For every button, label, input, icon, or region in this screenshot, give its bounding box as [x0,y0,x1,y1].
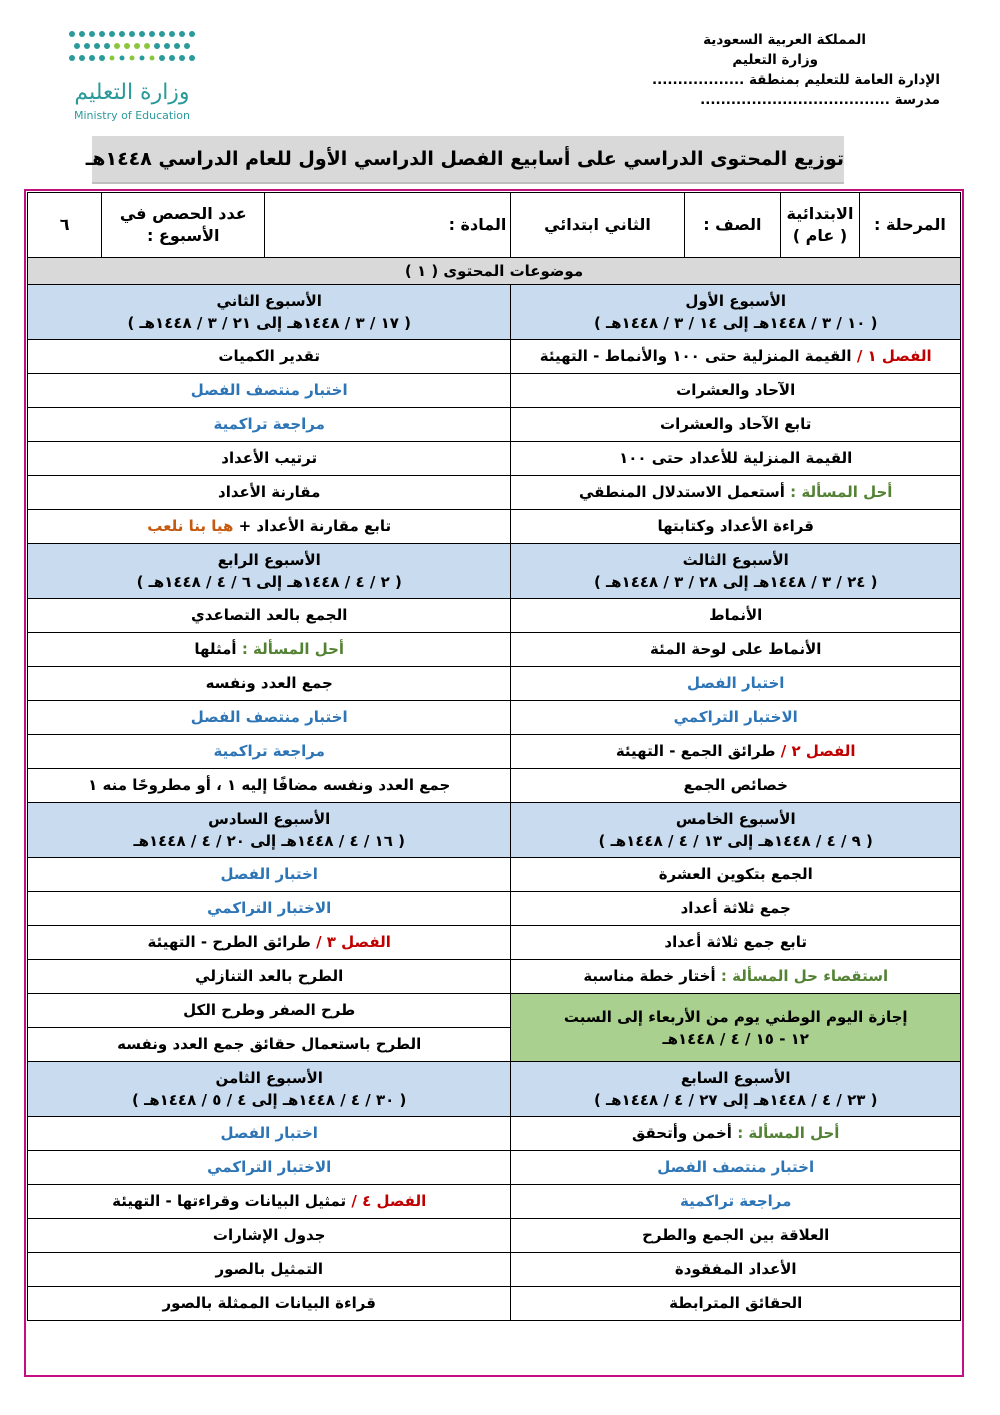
info-row [28,193,961,258]
lesson-cell: اختبار الفصل [28,1117,511,1151]
week-8-header [28,1062,511,1117]
lesson-cell: اختبار الفصل [28,858,511,892]
lesson-text: طرائق الجمع - التهيئة [615,742,776,760]
periods-value: ٦ [28,193,102,258]
table-row [28,1151,961,1185]
week-5-name: الأسبوع الخامس [675,810,796,828]
lesson-cell: جمع ثلاثة أعداد [511,892,961,926]
holiday-title: إجازة اليوم الوطني يوم من الأربعاء إلى السبت [563,1007,908,1026]
holiday-dates: ١٢ - ١٥ / ٤ / ١٤٤٨هـ [662,1029,809,1048]
lesson-cell: اختبار منتصف الفصل [28,701,511,735]
lesson-cell: مقارنة الأعداد [28,476,511,510]
lesson-cell: العلاقة بين الجمع والطرح [511,1219,961,1253]
lesson-cell: مراجعة تراكمية [28,408,511,442]
week-7-header [511,1062,961,1117]
chapter-label: الفصل ٢ / [780,742,856,760]
lesson-cell [28,510,511,544]
week-6-dates: ( ١٦ / ٤ / ١٤٤٨هـ إلى ٢٠ / ٤ / ١٤٤٨هـ [133,832,405,850]
lesson-cell: جمع العدد ونفسه مضافًا إليه ١ ، أو مطروحًا منه ١ [28,769,511,803]
week-4-dates: ( ٢ / ٤ / ١٤٤٨هـ إلى ٦ / ٤ / ١٤٤٨هـ ) [136,573,402,591]
week-1-dates: ( ١٠ / ٣ / ١٤٤٨هـ إلى ١٤ / ٣ / ١٤٤٨هـ ) [593,314,878,332]
lesson-cell: الأنماط على لوحة المئة [511,633,961,667]
lesson-cell: الطرح باستعمال حقائق جمع العدد ونفسه [28,1028,511,1062]
subject-label [265,193,511,258]
lesson-cell: قراءة الأعداد وكتابتها [511,510,961,544]
week-2-dates: ( ١٧ / ٣ / ١٤٤٨هـ إلى ٢١ / ٣ / ١٤٤٨هـ ) [127,314,411,332]
week-1-header [511,285,961,340]
lesson-cell: تقدير الكميات [28,340,511,374]
week-1-name: الأسبوع الأول [685,292,787,310]
lesson-cell: الاختبار التراكمي [28,892,511,926]
lesson-cell: مراجعة تراكمية [28,735,511,769]
lesson-cell [511,476,961,510]
header-ministry: وزارة التعليم [732,52,818,68]
week-header-row [28,803,961,858]
lesson-cell: طرح الصفر وطرح الكل [28,994,511,1028]
week-6-header [28,803,511,858]
stage-value: الابتدائية ( عام ) [781,193,860,258]
lesson-text: القيمة المنزلية حتى ١٠٠ والأنماط - التهيئة [539,347,852,365]
week-4-name: الأسبوع الرابع [217,551,321,569]
week-5-dates: ( ٩ / ٤ / ١٤٤٨هـ إلى ١٣ / ٤ / ١٤٤٨هـ ) [598,832,873,850]
week-header-row [28,285,961,340]
lesson-cell: الأعداد المفقودة [511,1253,961,1287]
week-3-header [511,544,961,599]
lesson-cell: القيمة المنزلية للأعداد حتى ١٠٠ [511,442,961,476]
week-header-row [28,544,961,599]
table-row [28,599,961,633]
national-day-holiday-cell [511,994,961,1062]
week-5-header [511,803,961,858]
table-row [28,1253,961,1287]
lesson-text: أختار خطة مناسبة [583,967,716,985]
lesson-cell [511,340,961,374]
lesson-cell: اختبار منتصف الفصل [511,1151,961,1185]
header-kingdom: المملكة العربية السعودية [703,32,866,48]
week-7-dates: ( ٢٣ / ٤ / ١٤٤٨هـ إلى ٢٧ / ٤ / ١٤٤٨هـ ) [593,1091,878,1109]
lets-play-label: هيا بنا نلعب [147,517,234,535]
lesson-text: أخمن وأتحقق [631,1124,732,1142]
lesson-cell [511,1117,961,1151]
stage-label: المرحلة : [859,193,960,258]
solve-problem-label: أحل المسألة : [790,483,893,501]
chapter-label: الفصل ٤ / [351,1192,427,1210]
page-title: توزيع المحتوى الدراسي على أسابيع الفصل الدراسي الأول للعام الدراسي ١٤٤٨هـ [92,136,844,184]
lesson-text: تمثيل البيانات وقراءتها - التهيئة [112,1192,347,1210]
table-row [28,442,961,476]
lesson-cell [28,633,511,667]
table-row [28,735,961,769]
lesson-cell: خصائص الجمع [511,769,961,803]
lesson-cell [511,960,961,994]
lesson-cell: قراءة البيانات الممثلة بالصور [28,1287,511,1321]
section-header-row [28,258,961,285]
grade-label: الصف : [684,193,781,258]
lesson-cell: الحقائق المترابطة [511,1287,961,1321]
week-2-header [28,285,511,340]
lesson-cell: جمع العدد ونفسه [28,667,511,701]
table-row [28,633,961,667]
chapter-label: الفصل ١ / [856,347,932,365]
week-3-dates: ( ٢٤ / ٣ / ١٤٤٨هـ إلى ٢٨ / ٣ / ١٤٤٨هـ ) [593,573,878,591]
table-row [28,1117,961,1151]
table-row [28,374,961,408]
table-row [28,510,961,544]
table-row [28,858,961,892]
lesson-text: طرائق الطرح - التهيئة [147,933,311,951]
ministry-logo [62,26,212,124]
grade-value: الثاني ابتدائي [511,193,684,258]
lesson-cell [511,735,961,769]
table-row [28,926,961,960]
table-row [28,892,961,926]
section-title: موضوعات المحتوى ( ١ ) [28,258,961,285]
table-row [28,960,961,994]
solve-problem-inquiry-label: استقصاء حل المسألة : [720,967,889,985]
lesson-cell: اختبار منتصف الفصل [28,374,511,408]
week-8-name: الأسبوع الثامن [215,1069,323,1087]
week-header-row [28,1062,961,1117]
week-6-name: الأسبوع السادس [208,810,331,828]
lesson-cell: الآحاد والعشرات [511,374,961,408]
lesson-cell: الاختبار التراكمي [511,701,961,735]
lesson-cell: الاختبار التراكمي [28,1151,511,1185]
table-row [28,1185,961,1219]
week-4-header [28,544,511,599]
header-school: مدرسة ..................................... [700,92,940,108]
solve-problem-label: أحل المسألة : [241,640,345,658]
week-8-dates: ( ٣٠ / ٤ / ١٤٤٨هـ إلى ٤ / ٥ / ١٤٤٨هـ ) [132,1091,407,1109]
week-7-name: الأسبوع السابع [680,1069,791,1087]
lesson-cell: تابع جمع ثلاثة أعداد [511,926,961,960]
schedule-table [27,192,961,1321]
logo-dots-icon [62,26,202,78]
table-row [28,701,961,735]
lesson-cell [28,926,511,960]
lesson-cell: تابع الآحاد والعشرات [511,408,961,442]
lesson-cell: الأنماط [511,599,961,633]
document-header [610,30,940,110]
table-row [28,769,961,803]
subject-label-text: المادة : [448,215,507,234]
logo-english-text: Ministry of Education [73,109,190,122]
lesson-text: أستعمل الاستدلال المنطقي [578,483,785,501]
lesson-cell: ترتيب الأعداد [28,442,511,476]
table-row [28,1287,961,1321]
lesson-text: تابع مقارنة الأعداد + [238,517,392,535]
lesson-cell: التمثيل بالصور [28,1253,511,1287]
lesson-cell: الجمع بتكوين العشرة [511,858,961,892]
table-row [28,667,961,701]
table-row [28,1219,961,1253]
week-3-name: الأسبوع الثالث [682,551,789,569]
lesson-cell: مراجعة تراكمية [511,1185,961,1219]
chapter-label: الفصل ٣ / [316,933,391,951]
periods-label: عدد الحصص في الأسبوع : [102,193,265,258]
week-2-name: الأسبوع الثاني [216,292,322,310]
lesson-text: أمثلها [194,640,237,658]
lesson-cell: الجمع بالعد التصاعدي [28,599,511,633]
solve-problem-label: أحل المسألة : [737,1124,840,1142]
lesson-cell: جدول الإشارات [28,1219,511,1253]
table-row [28,476,961,510]
lesson-cell: اختبار الفصل [511,667,961,701]
table-row [28,340,961,374]
logo-arabic-text: وزارة التعليم [74,80,190,105]
table-row [28,408,961,442]
header-administration: الإدارة العامة للتعليم بمنطقة .................. [651,72,940,88]
lesson-cell: الطرح بالعد التنازلي [28,960,511,994]
lesson-cell [28,1185,511,1219]
table-row [28,994,961,1028]
